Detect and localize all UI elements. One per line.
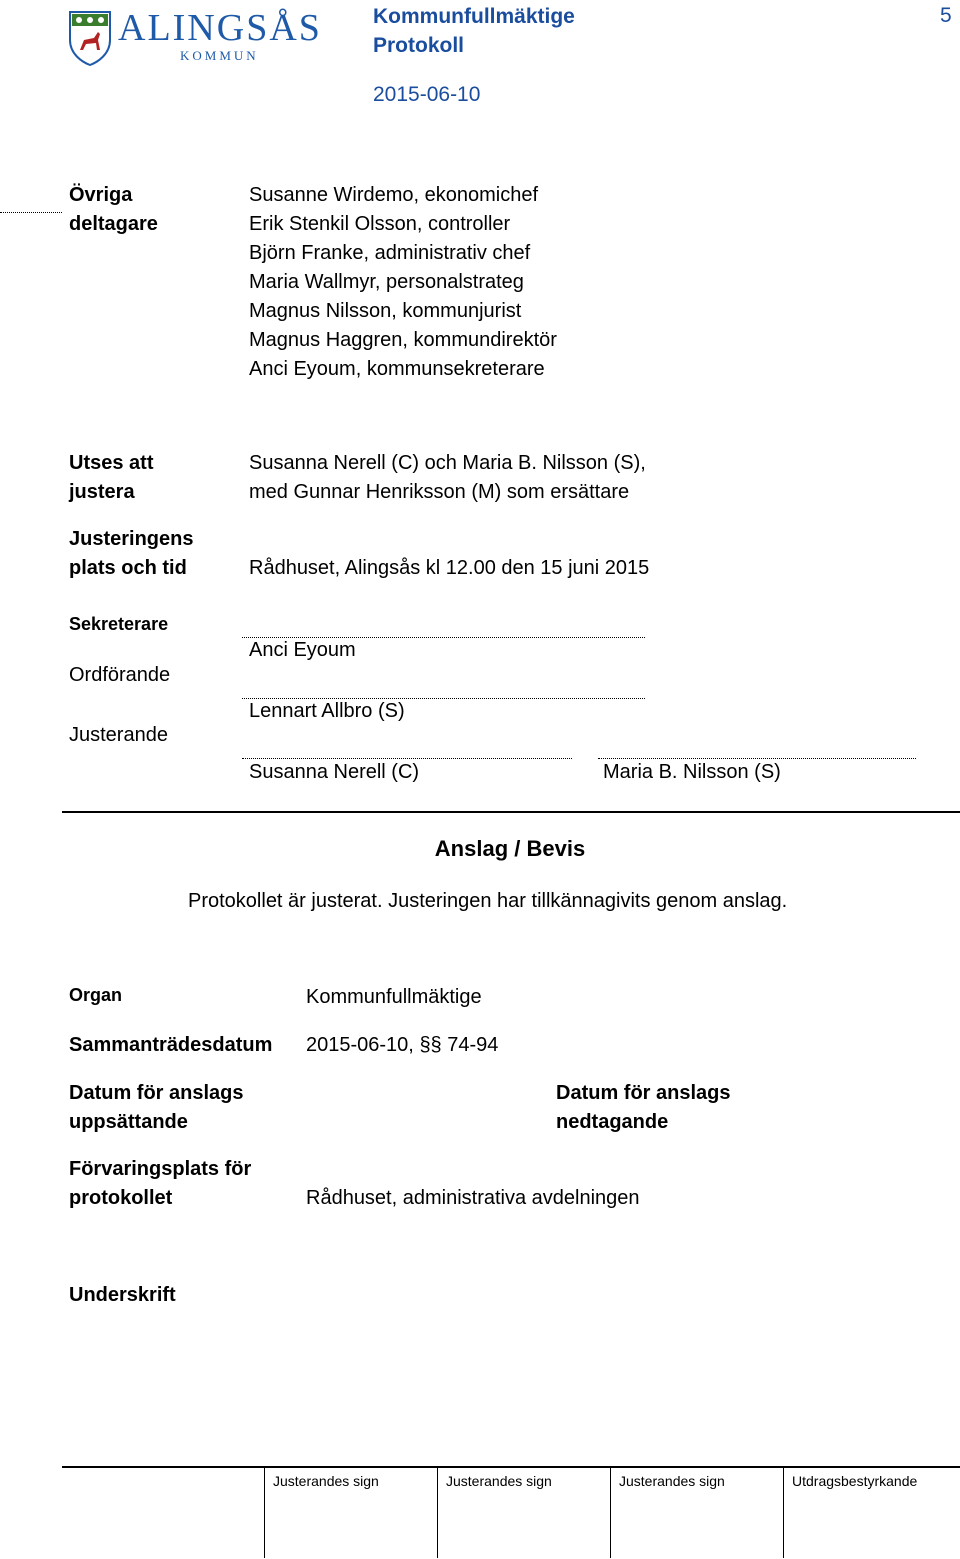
logo-subtext: KOMMUN	[180, 48, 259, 63]
ordforande-label: Ordförande	[69, 664, 171, 686]
ordforande-name: Lennart Allbro (S)	[249, 700, 405, 722]
footer-cell-justerandes-sign-2: Justerandes sign	[446, 1473, 552, 1489]
footer-cell-justerandes-sign-3: Justerandes sign	[619, 1473, 725, 1489]
sekreterare-label: Sekreterare	[69, 614, 169, 634]
organ-label: Organ	[69, 985, 123, 1005]
footer-separator	[264, 1468, 265, 1558]
anslag-title: Anslag / Bevis	[434, 836, 586, 861]
page-number: 5	[940, 4, 952, 27]
list-item: Erik Stenkil Olsson, controller	[249, 213, 511, 235]
list-item: Susanne Wirdemo, ekonomichef	[249, 184, 539, 206]
list-item: Magnus Haggren, kommundirektör	[249, 329, 557, 351]
list-item: Björn Franke, administrativ chef	[249, 242, 531, 264]
footer-divider	[62, 1466, 960, 1468]
footer-cell-justerandes-sign-1: Justerandes sign	[273, 1473, 379, 1489]
organ-value: Kommunfullmäktige	[306, 986, 482, 1008]
paragraph-symbol: §§	[419, 1034, 442, 1056]
utses-value: Susanna Nerell (C) och Maria B. Nilsson (S), med Gunnar Henriksson (M) som ersättare	[249, 452, 646, 503]
footer-separator	[783, 1468, 784, 1558]
anslag-text: Protokollet är justerat. Justeringen har tillkännagivits genom anslag.	[188, 890, 788, 912]
logo	[68, 8, 338, 68]
header-subtitle: Protokoll	[373, 34, 465, 57]
datum-value: 2015-06-10, §§ 74-94	[306, 1034, 499, 1056]
forvaring-label: Förvaringsplats för protokollet	[69, 1158, 252, 1209]
header-divider	[0, 212, 62, 213]
justerande-name-1: Susanna Nerell (C)	[249, 761, 420, 783]
list-item: Anci Eyoum, kommunsekreterare	[249, 358, 545, 380]
underskrift-label: Underskrift	[69, 1284, 176, 1306]
coat-of-arms-icon	[68, 10, 112, 66]
header-title: Kommunfullmäktige	[373, 5, 575, 28]
header-date: 2015-06-10	[373, 83, 481, 106]
ovriga-label: Övriga deltagare	[69, 184, 158, 235]
footer-cell-utdragsbestyrkande: Utdragsbestyrkande	[792, 1473, 918, 1489]
forvaring-value: Rådhuset, administrativa avdelningen	[306, 1187, 640, 1209]
list-item: Maria Wallmyr, personalstrateg	[249, 271, 524, 293]
list-item: Magnus Nilsson, kommunjurist	[249, 300, 522, 322]
justering-label: Justeringens plats och tid	[69, 528, 194, 579]
justerande-name-2: Maria B. Nilsson (S)	[603, 761, 781, 783]
footer-separator	[610, 1468, 611, 1558]
uppsattande-label: Datum för anslags uppsättande	[69, 1082, 244, 1133]
utses-label: Utses att justera	[69, 452, 154, 503]
datum-label: Sammanträdesdatum	[69, 1034, 273, 1056]
justering-value: Rådhuset, Alingsås kl 12.00 den 15 juni 2015	[249, 557, 650, 579]
footer-separator	[437, 1468, 438, 1558]
nedtagande-label: Datum för anslags nedtagande	[556, 1082, 731, 1133]
section-divider	[62, 811, 960, 813]
justerande-label: Justerande	[69, 724, 168, 746]
ovriga-list	[249, 181, 557, 384]
sekreterare-name: Anci Eyoum	[249, 639, 356, 661]
logo-text: ALINGSÅS	[118, 7, 322, 49]
